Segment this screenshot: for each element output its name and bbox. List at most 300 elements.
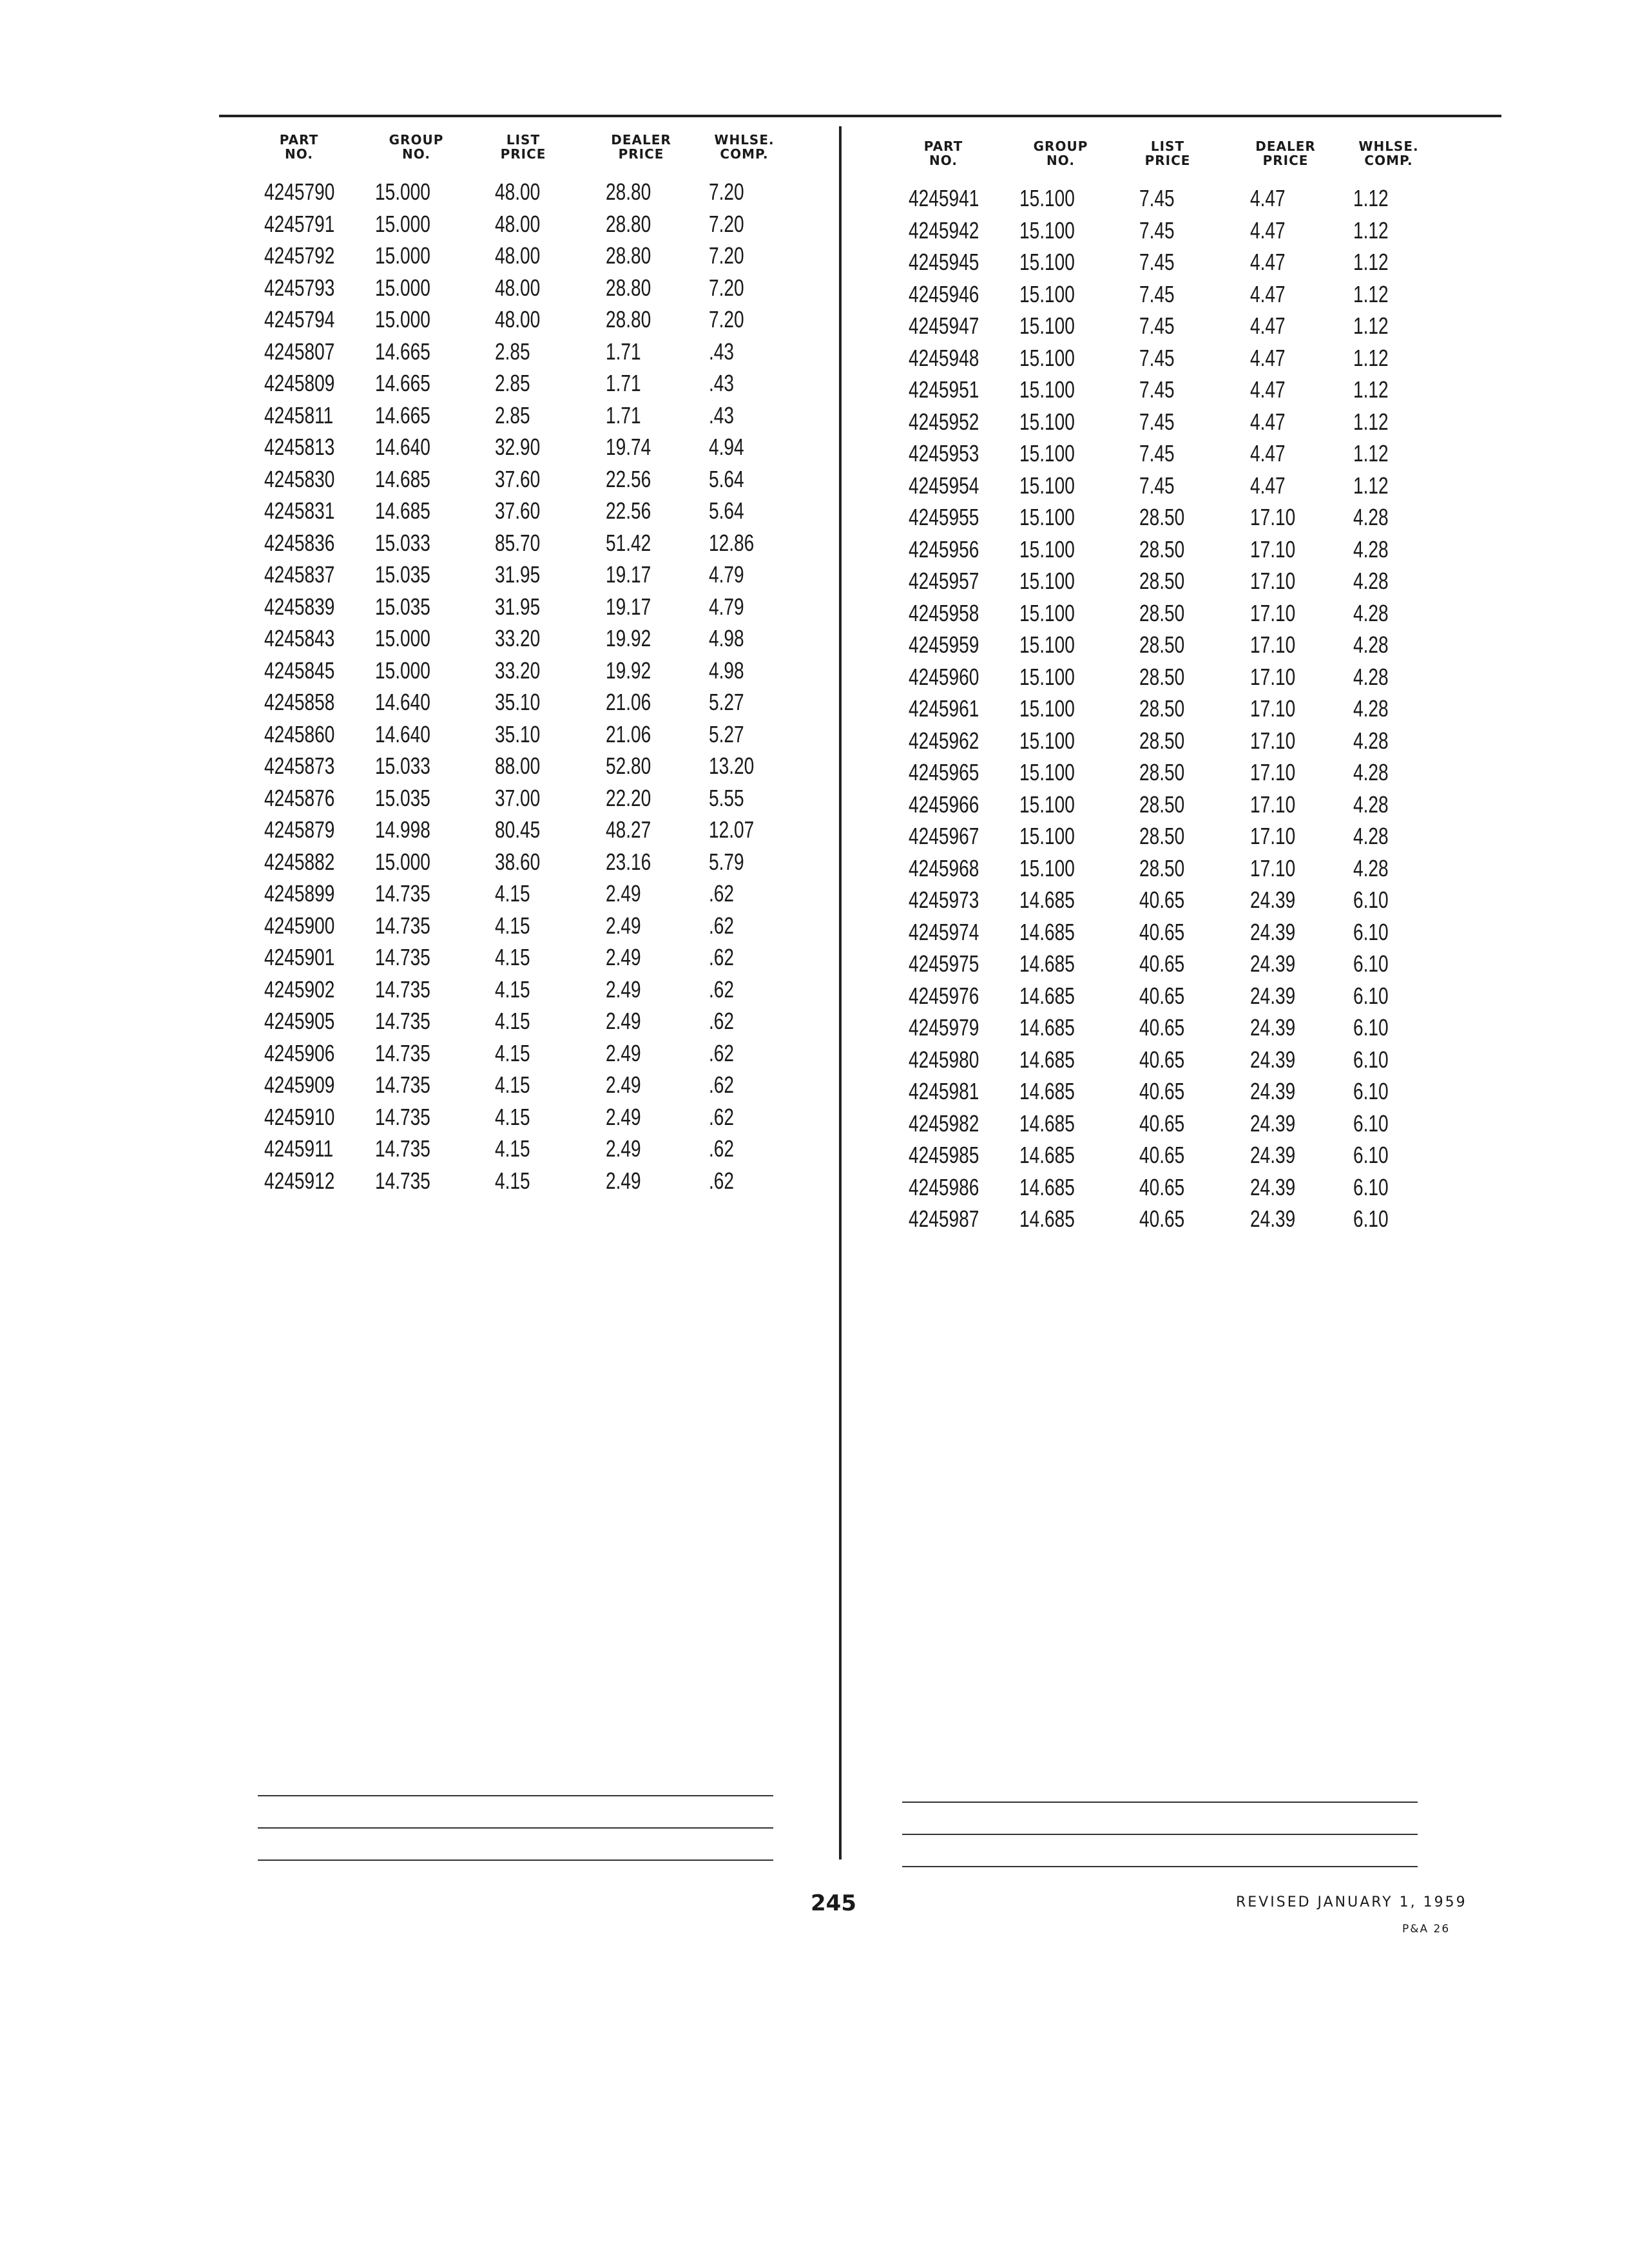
cell-list-price: 33.20 [495,625,541,651]
table-row [909,758,1450,791]
table-row [909,918,1450,950]
cell-part-no: 4245794 [264,306,335,332]
cell-group-no: 15.000 [375,210,430,237]
cell-group-no: 14.735 [375,1072,430,1098]
table-row [264,784,805,816]
cell-dealer-price: 19.17 [606,593,651,620]
cell-part-no: 4245956 [909,535,979,562]
cell-dealer-price: 52.80 [606,753,651,779]
cell-list-price: 7.45 [1139,312,1175,339]
table-row [264,1007,805,1039]
table-row [264,561,805,593]
cell-whlse-comp: 4.79 [709,561,744,588]
cell-group-no: 14.735 [375,912,430,939]
cell-whlse-comp: 1.12 [1353,344,1389,371]
cell-group-no: 14.685 [1019,982,1075,1009]
cell-whlse-comp: 7.20 [709,210,744,237]
cell-whlse-comp: 6.10 [1353,1046,1389,1073]
cell-group-no: 15.100 [1019,312,1075,339]
cell-list-price: 37.00 [495,784,541,811]
cell-dealer-price: 24.39 [1250,1206,1296,1232]
cell-part-no: 4245830 [264,465,335,492]
cell-dealer-price: 28.80 [606,178,651,205]
cell-whlse-comp: .62 [709,1072,735,1098]
cell-whlse-comp: 5.79 [709,848,744,875]
cell-whlse-comp: 1.12 [1353,216,1389,244]
table-row [264,338,805,370]
cell-dealer-price: 23.16 [606,848,651,875]
cell-list-price: 7.45 [1139,344,1175,371]
cell-list-price: 31.95 [495,561,541,588]
cell-group-no: 15.035 [375,561,430,588]
table-row [909,854,1450,887]
cell-part-no: 4245967 [909,823,979,849]
cell-part-no: 4245985 [909,1142,979,1168]
cell-whlse-comp: .62 [709,1103,735,1130]
left-table-rows [264,178,805,1198]
cell-dealer-price: 2.49 [606,1103,641,1130]
cell-dealer-price: 17.10 [1250,791,1296,818]
cell-group-no: 15.100 [1019,185,1075,211]
table-row [909,439,1450,472]
cell-whlse-comp: 6.10 [1353,1173,1389,1200]
table-row [909,1173,1450,1206]
cell-group-no: 14.685 [1019,1173,1075,1200]
cell-whlse-comp: 1.12 [1353,440,1389,466]
cell-dealer-price: 2.49 [606,912,641,939]
cell-whlse-comp: 4.28 [1353,599,1389,626]
cell-whlse-comp: 4.94 [709,434,744,460]
cell-group-no: 15.100 [1019,376,1075,403]
cell-part-no: 4245912 [264,1167,335,1194]
cell-dealer-price: 19.74 [606,434,651,460]
cell-whlse-comp: .43 [709,401,735,428]
cell-dealer-price: 28.80 [606,210,651,237]
blank-line-left-2 [258,1827,773,1829]
page-number: 245 [811,1890,856,1916]
cell-part-no: 4245911 [264,1135,334,1162]
cell-whlse-comp: 1.12 [1353,472,1389,499]
cell-list-price: 35.10 [495,689,541,715]
blank-line-left-1 [258,1795,773,1796]
table-row [264,210,805,242]
table-row [909,599,1450,631]
cell-dealer-price: 24.39 [1250,982,1296,1009]
cell-dealer-price: 21.06 [606,720,651,747]
cell-part-no: 4245954 [909,472,979,499]
cell-list-price: 4.15 [495,880,530,907]
table-row [264,242,805,274]
header-whlse-comp: WHLSE. COMP. [1358,139,1419,168]
cell-whlse-comp: 7.20 [709,242,744,269]
cell-dealer-price: 21.06 [606,689,651,715]
cell-dealer-price: 19.17 [606,561,651,588]
cell-part-no: 4245882 [264,848,335,875]
cell-part-no: 4245860 [264,720,335,747]
table-row [909,727,1450,759]
cell-whlse-comp: 4.28 [1353,535,1389,562]
cell-whlse-comp: 4.28 [1353,759,1389,785]
cell-whlse-comp: .43 [709,370,735,396]
cell-part-no: 4245807 [264,338,335,365]
cell-list-price: 28.50 [1139,663,1185,690]
cell-group-no: 15.100 [1019,663,1075,690]
cell-dealer-price: 17.10 [1250,631,1296,658]
cell-dealer-price: 2.49 [606,1072,641,1098]
cell-group-no: 15.100 [1019,249,1075,275]
header-dealer-price: DEALER PRICE [1255,139,1316,168]
cell-list-price: 28.50 [1139,823,1185,849]
cell-part-no: 4245790 [264,178,335,205]
cell-group-no: 15.100 [1019,823,1075,849]
cell-list-price: 28.50 [1139,854,1185,881]
cell-part-no: 4245976 [909,982,979,1009]
cell-whlse-comp: 4.28 [1353,631,1389,658]
cell-whlse-comp: 6.10 [1353,887,1389,913]
cell-part-no: 4245961 [909,695,979,722]
cell-group-no: 15.000 [375,178,430,205]
cell-list-price: 32.90 [495,434,541,460]
cell-dealer-price: 17.10 [1250,823,1296,849]
cell-group-no: 14.735 [375,1039,430,1066]
table-row [909,184,1450,216]
table-row [909,376,1450,408]
cell-part-no: 4245811 [264,401,334,428]
cell-whlse-comp: 4.79 [709,593,744,620]
cell-part-no: 4245831 [264,497,335,524]
cell-dealer-price: 22.56 [606,465,651,492]
cell-part-no: 4245941 [909,185,979,211]
cell-dealer-price: 4.47 [1250,376,1286,403]
cell-list-price: 40.65 [1139,982,1185,1009]
left-table-header [264,133,805,173]
cell-dealer-price: 4.47 [1250,408,1286,435]
cell-list-price: 7.45 [1139,408,1175,435]
table-row [264,1071,805,1103]
cell-group-no: 15.100 [1019,472,1075,499]
cell-part-no: 4245960 [909,663,979,690]
cell-group-no: 15.100 [1019,440,1075,466]
cell-dealer-price: 4.47 [1250,249,1286,275]
cell-whlse-comp: 4.28 [1353,568,1389,594]
cell-dealer-price: 1.71 [606,370,641,396]
cell-whlse-comp: 5.27 [709,689,744,715]
cell-whlse-comp: 4.28 [1353,854,1389,881]
cell-list-price: 37.60 [495,497,541,524]
cell-dealer-price: 4.47 [1250,312,1286,339]
table-row [909,1046,1450,1078]
header-whlse-comp: WHLSE. COMP. [714,132,775,162]
cell-list-price: 40.65 [1139,1206,1185,1232]
cell-part-no: 4245958 [909,599,979,626]
cell-list-price: 28.50 [1139,759,1185,785]
cell-dealer-price: 48.27 [606,816,651,843]
cell-part-no: 4245899 [264,880,335,907]
cell-part-no: 4245952 [909,408,979,435]
cell-list-price: 4.15 [495,944,530,970]
header-list-price: LIST PRICE [1144,139,1191,168]
cell-list-price: 88.00 [495,753,541,779]
table-row [909,886,1450,918]
cell-dealer-price: 17.10 [1250,759,1296,785]
cell-group-no: 14.685 [1019,1078,1075,1104]
table-row [909,982,1450,1014]
cell-part-no: 4245946 [909,280,979,307]
cell-group-no: 14.665 [375,401,430,428]
cell-group-no: 14.640 [375,720,430,747]
cell-dealer-price: 51.42 [606,529,651,556]
cell-dealer-price: 4.47 [1250,472,1286,499]
cell-whlse-comp: 6.10 [1353,1206,1389,1232]
cell-group-no: 15.100 [1019,344,1075,371]
cell-list-price: 4.15 [495,1008,530,1034]
cell-part-no: 4245873 [264,753,335,779]
cell-dealer-price: 24.39 [1250,1014,1296,1041]
cell-dealer-price: 17.10 [1250,504,1296,530]
table-row [264,688,805,720]
cell-list-price: 28.50 [1139,631,1185,658]
cell-part-no: 4245845 [264,657,335,684]
cell-whlse-comp: .43 [709,338,735,365]
cell-group-no: 14.640 [375,434,430,460]
table-row [264,1039,805,1072]
cell-whlse-comp: 1.12 [1353,280,1389,307]
cell-list-price: 4.15 [495,1072,530,1098]
table-row [264,912,805,944]
cell-whlse-comp: 7.20 [709,274,744,301]
cell-whlse-comp: .62 [709,912,735,939]
revised-date: REVISED JANUARY 1, 1959 [1236,1894,1467,1910]
cell-list-price: 40.65 [1139,1078,1185,1104]
cell-dealer-price: 2.49 [606,1167,641,1194]
cell-list-price: 28.50 [1139,695,1185,722]
cell-group-no: 14.685 [375,465,430,492]
cell-dealer-price: 19.92 [606,657,651,684]
cell-group-no: 14.685 [1019,1046,1075,1073]
cell-group-no: 15.100 [1019,727,1075,754]
cell-dealer-price: 24.39 [1250,1046,1296,1073]
cell-part-no: 4245968 [909,854,979,881]
cell-group-no: 14.998 [375,816,430,843]
table-row [264,1167,805,1199]
cell-group-no: 15.033 [375,529,430,556]
table-row [909,248,1450,280]
cell-part-no: 4245909 [264,1072,335,1098]
cell-part-no: 4245955 [909,504,979,530]
table-row [264,497,805,529]
table-row [264,943,805,975]
blank-line-right-1 [902,1802,1418,1803]
cell-part-no: 4245947 [909,312,979,339]
cell-list-price: 4.15 [495,1039,530,1066]
cell-group-no: 14.685 [1019,1110,1075,1137]
cell-group-no: 15.000 [375,274,430,301]
cell-group-no: 15.100 [1019,599,1075,626]
cell-group-no: 14.665 [375,338,430,365]
table-row [909,1205,1450,1237]
cell-list-price: 7.45 [1139,280,1175,307]
cell-dealer-price: 28.80 [606,306,651,332]
cell-list-price: 40.65 [1139,1110,1185,1137]
cell-whlse-comp: 6.10 [1353,1110,1389,1137]
cell-whlse-comp: .62 [709,975,735,1003]
cell-whlse-comp: .62 [709,944,735,970]
cell-list-price: 48.00 [495,178,541,205]
cell-dealer-price: 2.49 [606,1135,641,1162]
cell-list-price: 2.85 [495,370,530,396]
cell-part-no: 4245951 [909,376,979,403]
cell-dealer-price: 17.10 [1250,535,1296,562]
table-row [909,312,1450,344]
cell-group-no: 15.100 [1019,280,1075,307]
cell-group-no: 15.000 [375,848,430,875]
cell-dealer-price: 24.39 [1250,1142,1296,1168]
header-group-no: GROUP NO. [389,132,444,162]
cell-list-price: 28.50 [1139,727,1185,754]
form-code: P&A 26 [1402,1923,1451,1936]
cell-dealer-price: 24.39 [1250,1110,1296,1137]
table-row [909,822,1450,854]
cell-part-no: 4245973 [909,887,979,913]
cell-whlse-comp: 5.27 [709,720,744,747]
cell-part-no: 4245980 [909,1046,979,1073]
cell-group-no: 15.100 [1019,631,1075,658]
table-row [909,1141,1450,1173]
cell-part-no: 4245986 [909,1173,979,1200]
cell-group-no: 14.735 [375,944,430,970]
cell-list-price: 7.45 [1139,216,1175,244]
cell-list-price: 31.95 [495,593,541,620]
cell-dealer-price: 28.80 [606,242,651,269]
cell-part-no: 4245792 [264,242,335,269]
cell-part-no: 4245910 [264,1103,335,1130]
cell-list-price: 7.45 [1139,472,1175,499]
cell-dealer-price: 4.47 [1250,440,1286,466]
table-row [909,695,1450,727]
cell-list-price: 48.00 [495,274,541,301]
cell-dealer-price: 17.10 [1250,727,1296,754]
table-row [909,216,1450,249]
table-row [264,657,805,689]
cell-part-no: 4245942 [909,216,979,244]
cell-list-price: 48.00 [495,210,541,237]
cell-list-price: 40.65 [1139,1046,1185,1073]
table-row [264,369,805,401]
cell-list-price: 2.85 [495,401,530,428]
cell-whlse-comp: 6.10 [1353,918,1389,945]
cell-part-no: 4245793 [264,274,335,301]
cell-group-no: 15.100 [1019,791,1075,818]
cell-part-no: 4245982 [909,1110,979,1137]
cell-group-no: 14.685 [1019,1014,1075,1041]
cell-group-no: 14.735 [375,1103,430,1130]
cell-group-no: 15.100 [1019,568,1075,594]
cell-group-no: 14.665 [375,370,430,396]
cell-list-price: 40.65 [1139,918,1185,945]
table-row [909,535,1450,568]
cell-dealer-price: 17.10 [1250,663,1296,690]
cell-whlse-comp: .62 [709,1135,735,1162]
header-part-no: PART NO. [279,132,319,162]
table-row [909,663,1450,695]
header-group-no: GROUP NO. [1033,139,1088,168]
cell-list-price: 28.50 [1139,568,1185,594]
table-row [264,433,805,465]
cell-dealer-price: 17.10 [1250,568,1296,594]
column-divider [839,126,842,1860]
table-row [264,593,805,625]
cell-group-no: 14.685 [1019,1142,1075,1168]
table-row [264,720,805,753]
cell-whlse-comp: 6.10 [1353,1014,1389,1041]
cell-list-price: 40.65 [1139,887,1185,913]
cell-dealer-price: 24.39 [1250,950,1296,977]
cell-list-price: 4.15 [495,1103,530,1130]
cell-whlse-comp: .62 [709,880,735,907]
cell-dealer-price: 17.10 [1250,599,1296,626]
cell-dealer-price: 24.39 [1250,918,1296,945]
cell-whlse-comp: 1.12 [1353,312,1389,339]
cell-part-no: 4245981 [909,1078,979,1104]
table-row [264,465,805,497]
table-row [264,1135,805,1167]
cell-part-no: 4245945 [909,249,979,275]
cell-dealer-price: 2.49 [606,880,641,907]
cell-dealer-price: 4.47 [1250,185,1286,211]
cell-dealer-price: 4.47 [1250,216,1286,244]
cell-part-no: 4245905 [264,1008,335,1034]
cell-dealer-price: 4.47 [1250,344,1286,371]
cell-dealer-price: 17.10 [1250,854,1296,881]
cell-group-no: 14.735 [375,1167,430,1194]
cell-list-price: 7.45 [1139,440,1175,466]
cell-part-no: 4245839 [264,593,335,620]
table-row [264,178,805,210]
cell-dealer-price: 2.49 [606,975,641,1003]
header-part-no: PART NO. [923,139,963,168]
cell-whlse-comp: 6.10 [1353,950,1389,977]
cell-group-no: 15.000 [375,657,430,684]
cell-list-price: 4.15 [495,912,530,939]
table-row [264,305,805,338]
right-table-rows [909,184,1450,1237]
table-row [264,1103,805,1135]
top-rule [219,115,1501,117]
cell-list-price: 28.50 [1139,504,1185,530]
table-row [909,1110,1450,1142]
cell-list-price: 40.65 [1139,1142,1185,1168]
cell-part-no: 4245902 [264,975,335,1003]
table-row [909,631,1450,663]
cell-list-price: 38.60 [495,848,541,875]
cell-group-no: 14.735 [375,975,430,1003]
table-row [909,1014,1450,1046]
table-row [909,950,1450,982]
cell-dealer-price: 28.80 [606,274,651,301]
cell-group-no: 15.035 [375,784,430,811]
cell-group-no: 14.685 [1019,950,1075,977]
right-table-header [909,139,1450,179]
cell-list-price: 2.85 [495,338,530,365]
cell-group-no: 15.100 [1019,504,1075,530]
header-dealer-price: DEALER PRICE [611,132,671,162]
cell-list-price: 40.65 [1139,1173,1185,1200]
table-row [909,503,1450,535]
cell-list-price: 33.20 [495,657,541,684]
cell-part-no: 4245836 [264,529,335,556]
cell-dealer-price: 2.49 [606,1039,641,1066]
cell-group-no: 15.100 [1019,535,1075,562]
